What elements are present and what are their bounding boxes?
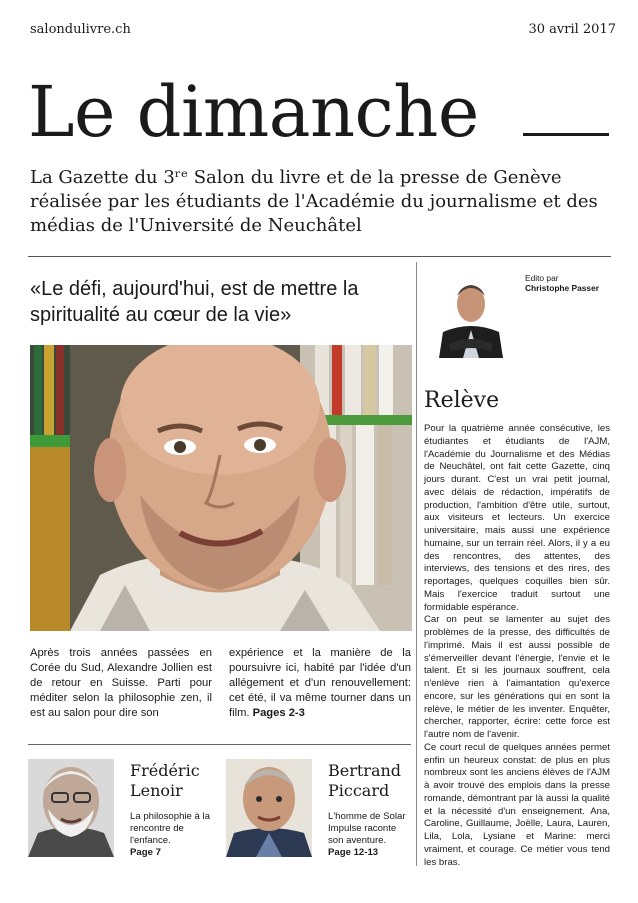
edito-paragraph: Pour la quatrième année consécutive, les étudiantes et étudiants de l'AJM, l'Académie du Journalisme et des Médias de Neuchâtel, ont fait cette Gazette, cinq jours durant. C'est un vrai petit journal, avec délais de rédaction, impératifs de production, l'ambition d'être utile, surtout, aux visiteurs et lecteurs. Un exercice universitaire, mais aussi une expérience humaine, sur un terrain réel. Alors, il y a eu des rencontres, des attentes, des interviews, des tensions et des rires, des reportages, quelques coquilles bien sûr. Mais l'exercice traduit surtout une formidable espérance.: [424, 423, 610, 613]
profile-lastname: Piccard: [328, 781, 390, 800]
profile-firstname: Bertrand: [328, 761, 402, 780]
profile-blurb-piccard: [328, 811, 412, 859]
divider-middle: [28, 744, 411, 745]
edito-heading: Relève: [424, 388, 500, 413]
profile-photo-lenoir: [28, 759, 114, 857]
profile-photo-piccard: [226, 759, 312, 857]
profile-page-ref: Page 12-13: [328, 847, 379, 858]
edito-label: Edito par: [525, 273, 559, 283]
profile-name-lenoir: [130, 761, 200, 801]
article-column-1: Après trois années passées en Corée du Sud, Alexandre Jollien est de retour en Suisse. Parti pour méditer selon la philosophie zen, il est au salon pour dire son: [30, 647, 212, 719]
article-column-2: [229, 646, 411, 721]
profile-firstname: Frédéric: [130, 761, 200, 780]
masthead-rule: [523, 133, 609, 136]
edito-author-photo: [437, 272, 505, 358]
edito-paragraph: Ce court recul de quelques années permet enfin un heureux constat: de plus en plus nombreux sont les anciens élèves de l'AJM à avoir trouvé des emplois dans la presse romande, démontrant par là aussi la qualité et la nécessité d'un enseignement. Ana, Caroline, Guillaume, Joëlle, Laura, Lauren, Lila, Lola, Lysiane et Marine: merci vraiment, et courage. Ce métier vous tend les bras.: [424, 741, 610, 868]
masthead-subtitle: La Gazette du 3ʳᵉ Salon du livre et de la presse de Genève réalisée par les étudiants de l'Académie du journalisme et des médias de l'Université de Neuchâtel: [30, 167, 598, 236]
profile-lastname: Lenoir: [130, 781, 183, 800]
hero-photo: [30, 345, 412, 631]
profile-name-piccard: [328, 761, 401, 801]
article-column-2-text: expérience et la manière de la poursuivre ici, habité par l'idée d'un allégement et d'un renouvellement: cet été, il va même tourner dans un film.: [229, 647, 411, 719]
profile-blurb-lenoir: [130, 811, 222, 859]
headline-quote: «Le défi, aujourd'hui, est de mettre la spiritualité au cœur de la vie»: [30, 278, 359, 326]
divider-top: [28, 256, 611, 257]
issue-date: 30 avril 2017: [528, 22, 616, 37]
article-page-ref: Pages 2-3: [252, 707, 305, 719]
column-divider: [416, 262, 417, 866]
edito-body: [424, 423, 610, 869]
masthead-title: Le dimanche: [28, 71, 479, 153]
profile-page-ref: Page 7: [130, 847, 161, 858]
edito-author-name: Christophe Passer: [525, 283, 600, 293]
profile-blurb-text: L'homme de Solar Impulse raconte son aventure.: [328, 811, 406, 846]
site-url: salondulivre.ch: [30, 22, 131, 37]
profile-blurb-text: La philosophie à la rencontre de l'enfance.: [130, 811, 211, 846]
edito-paragraph: Car on peut se lamenter au sujet des problèmes de la presse, des difficultés de l'imprimé. Mais il est aussi possible de s'émerveiller devant l'énergie, l'envie et le talent. Et si les journaux souffrent, cela n'enlève rien à l'aimantation qu'exerce encore, sur les générations qui en sont la relève, le métier de les inventer. Enquêter, chercher, rapporter, écrire: cette force est l'autre nom de l'avenir.: [424, 614, 610, 740]
